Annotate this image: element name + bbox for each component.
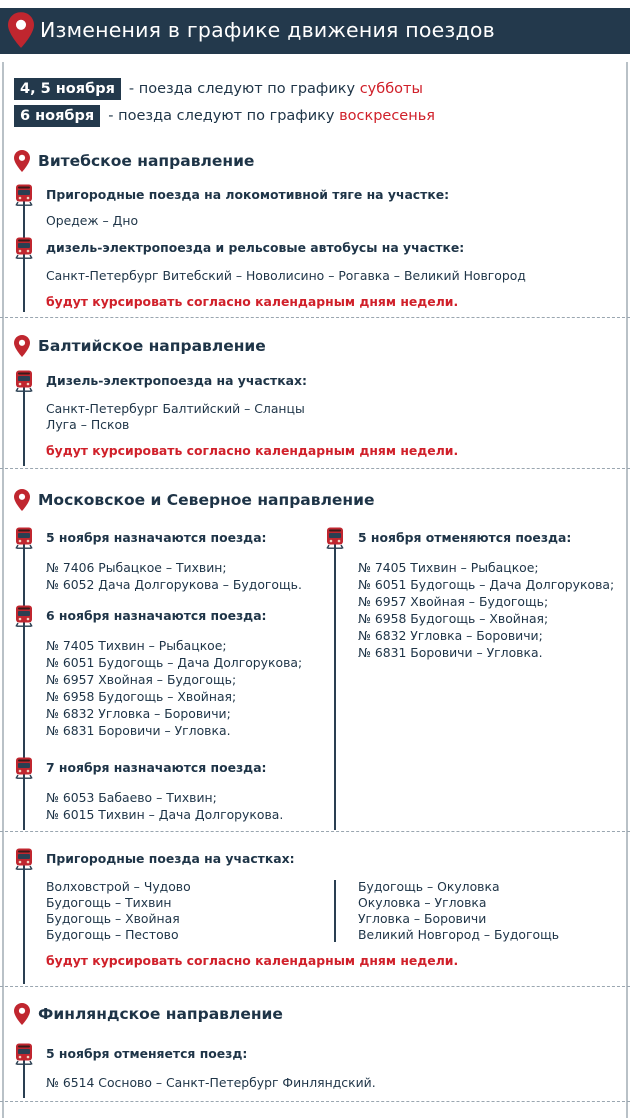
train-icon [15, 605, 33, 627]
direction-baltic [14, 334, 266, 358]
train-item: № 6052 Дача Долгорукова – Будогощь. [46, 577, 302, 592]
direction-vitebsk [14, 149, 254, 173]
direction-moscow [14, 488, 375, 512]
train-icon [326, 527, 344, 549]
section-heading: 7 ноября назначаются поезда: [46, 760, 267, 775]
route-text: Санкт-Петербург Витебский – Новолисино – Рогавка – Великий Новгород [46, 268, 526, 283]
location-pin-icon [14, 1003, 30, 1025]
train-icon [15, 184, 33, 206]
route-text: Оредеж – Дно [46, 213, 139, 228]
section-heading: 6 ноября назначаются поезда: [46, 608, 267, 623]
schedule-desc: - поезда следуют по графику [128, 81, 356, 97]
route-text: Будогощь – Пестово [46, 927, 179, 942]
direction-title: Московское и Северное направление [38, 491, 375, 509]
train-item: № 6958 Будогощь – Хвойная; [358, 611, 549, 626]
schedule-date-badge: 4, 5 ноября [14, 78, 121, 100]
location-pin-icon [14, 489, 30, 511]
section-heading: Пригородные поезда на участках: [46, 851, 295, 866]
direction-title: Финляндское направление [38, 1005, 283, 1023]
section-divider [0, 831, 630, 832]
direction-title: Балтийское направление [38, 337, 266, 355]
location-pin-icon [8, 12, 34, 48]
train-item: № 6831 Боровичи – Угловка. [358, 645, 543, 660]
route-text: Окуловка – Угловка [358, 895, 487, 910]
train-item: № 6831 Боровичи – Угловка. [46, 723, 231, 738]
section-heading: 5 ноября отменяются поезда: [358, 530, 572, 545]
route-text: Великий Новгород – Будогощь [358, 927, 560, 942]
route-text: Волховстрой – Чудово [46, 879, 191, 894]
direction-finland [14, 1002, 283, 1026]
schedule-day: субботы [359, 81, 423, 97]
direction-title: Витебское направление [38, 152, 255, 170]
train-item: № 6053 Бабаево – Тихвин; [46, 790, 217, 805]
section-divider [0, 986, 630, 987]
note-text: будут курсировать согласно календарным дням недели. [46, 294, 459, 309]
timeline-line [334, 534, 336, 830]
schedule-text [129, 81, 423, 97]
train-icon [15, 527, 33, 549]
train-icon [15, 1043, 33, 1065]
schedule-text [108, 108, 435, 124]
header [0, 0, 630, 62]
section-heading: 5 ноября назначаются поезда: [46, 530, 267, 545]
note-text: будут курсировать согласно календарным дням недели. [46, 953, 459, 968]
train-item: № 6832 Угловка – Боровичи; [46, 706, 231, 721]
train-item: № 6051 Будогощь – Дача Долгорукова; [358, 577, 615, 592]
section-heading: Пригородные поезда на локомотивной тяге на участке: [46, 187, 450, 202]
section-divider [0, 317, 630, 318]
note-text: будут курсировать согласно календарным дням недели. [46, 443, 459, 458]
location-pin-icon [14, 150, 30, 172]
schedule-date-badge: 6 ноября [14, 105, 100, 127]
section-divider [0, 468, 630, 469]
train-icon [15, 237, 33, 259]
train-item: № 7405 Тихвин – Рыбацкое; [46, 638, 227, 653]
schedule-row-2 [14, 105, 435, 127]
route-text: Угловка – Боровичи [358, 911, 487, 926]
schedule-desc: - поезда следуют по графику [108, 108, 335, 124]
train-icon [15, 848, 33, 870]
page-title: Изменения в графике движения поездов [40, 18, 495, 42]
route-text: Луга – Псков [46, 417, 130, 432]
timeline-line [23, 534, 25, 830]
section-heading: дизель-электропоезда и рельсовые автобусы на участке: [46, 240, 465, 255]
train-item: № 6957 Хвойная – Будогощь; [358, 594, 549, 609]
section-heading: 5 ноября отменяется поезд: [46, 1046, 248, 1061]
route-text: Санкт-Петербург Балтийский – Сланцы [46, 401, 305, 416]
train-item: № 7406 Рыбацкое – Тихвин; [46, 560, 227, 575]
train-item: № 6957 Хвойная – Будогощь; [46, 672, 237, 687]
train-item: № 6514 Сосново – Санкт-Петербург Финляндский. [46, 1075, 376, 1090]
schedule-day: воскресенья [339, 108, 435, 124]
route-text: Будогощь – Окуловка [358, 879, 500, 894]
train-item: № 7405 Тихвин – Рыбацкое; [358, 560, 539, 575]
location-pin-icon [14, 335, 30, 357]
train-item: № 6958 Будогощь – Хвойная; [46, 689, 237, 704]
schedule-row-1 [14, 78, 423, 100]
section-heading: Дизель-электропоезда на участках: [46, 373, 307, 388]
timeline-line [23, 856, 25, 984]
section-divider [0, 1101, 630, 1102]
train-item: № 6015 Тихвин – Дача Долгорукова. [46, 807, 284, 822]
train-item: № 6051 Будогощь – Дача Долгорукова; [46, 655, 303, 670]
train-icon [15, 370, 33, 392]
train-icon [15, 757, 33, 779]
train-item: № 6832 Угловка – Боровичи; [358, 628, 543, 643]
route-text: Будогощь – Тихвин [46, 895, 172, 910]
timeline-line [334, 880, 336, 942]
route-text: Будогощь – Хвойная [46, 911, 180, 926]
